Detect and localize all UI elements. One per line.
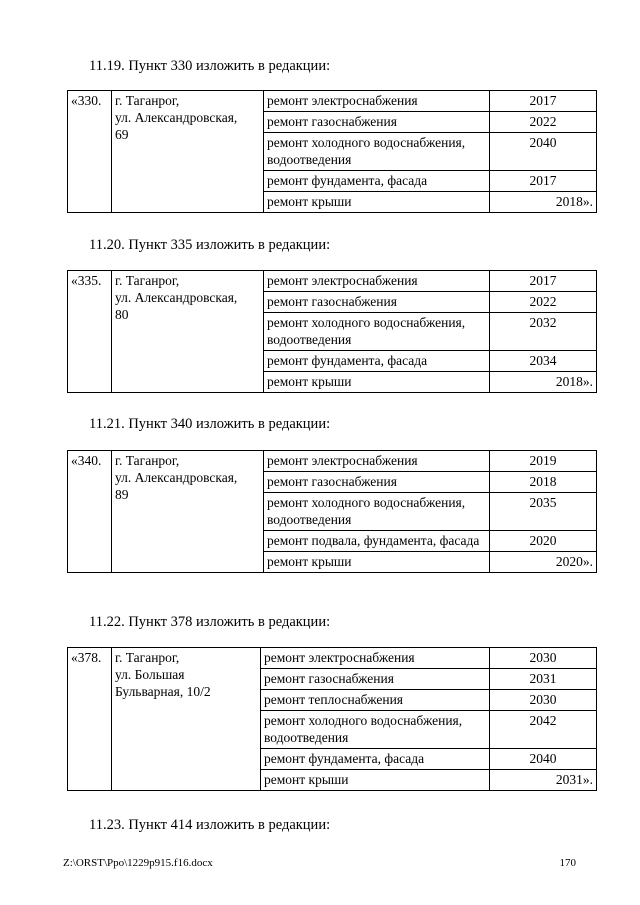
year-cell: 2018».: [490, 192, 597, 213]
address-line: 89: [115, 487, 129, 502]
work-cell: ремонт электроснабжения: [264, 91, 490, 112]
work-cell: ремонт крыши: [264, 192, 490, 213]
address-line: 69: [115, 127, 129, 142]
address-line: Бульварная, 10/2: [115, 684, 211, 699]
year-cell: 2040: [490, 749, 597, 770]
year-cell: 2032: [490, 313, 597, 351]
year-cell: 2031».: [490, 770, 597, 791]
address-line: ул. Александровская,: [115, 110, 238, 125]
work-cell: ремонт холодного водоснабжения, водоотведения: [264, 133, 490, 171]
section-heading: 11.20. Пункт 335 изложить в редакции:: [89, 237, 331, 253]
work-cell: ремонт холодного водоснабжения, водоотведения: [264, 493, 490, 531]
year-cell: 2018».: [490, 372, 597, 393]
work-cell: ремонт фундамента, фасада: [264, 351, 490, 372]
address-cell: [112, 91, 264, 213]
work-cell: ремонт крыши: [264, 372, 490, 393]
section-heading: 11.22. Пункт 378 изложить в редакции:: [89, 614, 331, 630]
work-cell: ремонт газоснабжения: [264, 472, 490, 493]
work-cell: ремонт холодного водоснабжения, водоотведения: [261, 711, 490, 749]
address-line: ул. Александровская,: [115, 290, 238, 305]
work-cell: ремонт электроснабжения: [264, 451, 490, 472]
work-cell: ремонт электроснабжения: [264, 271, 490, 292]
work-cell: ремонт газоснабжения: [264, 112, 490, 133]
year-cell: 2017: [490, 91, 597, 112]
year-cell: 2020: [490, 531, 597, 552]
address-line: г. Таганрог,: [115, 93, 180, 108]
address-line: ул. Александровская,: [115, 470, 238, 485]
year-cell: 2017: [490, 171, 597, 192]
year-cell: 2040: [490, 133, 597, 171]
page-number: 170: [559, 857, 576, 869]
section-table: [67, 270, 597, 393]
year-cell: 2031: [490, 669, 597, 690]
address-line: г. Таганрог,: [115, 650, 180, 665]
address-line: ул. Большая: [115, 667, 185, 682]
address-line: г. Таганрог,: [115, 273, 180, 288]
work-cell: ремонт газоснабжения: [261, 669, 490, 690]
section-table: [67, 647, 597, 791]
item-number: «340.: [68, 451, 112, 573]
year-cell: 2017: [490, 271, 597, 292]
work-cell: ремонт фундамента, фасада: [264, 171, 490, 192]
work-cell: ремонт крыши: [261, 770, 490, 791]
address-cell: [112, 648, 261, 791]
work-cell: ремонт электроснабжения: [261, 648, 490, 669]
section-table: [67, 90, 597, 213]
year-cell: 2022: [490, 112, 597, 133]
section-heading: 11.21. Пункт 340 изложить в редакции:: [89, 416, 331, 432]
item-number: «330.: [68, 91, 112, 213]
work-cell: ремонт теплоснабжения: [261, 690, 490, 711]
year-cell: 2019: [490, 451, 597, 472]
work-cell: ремонт крыши: [264, 552, 490, 573]
item-number: «378.: [68, 648, 112, 791]
section-table: [67, 450, 597, 573]
work-cell: ремонт подвала, фундамента, фасада: [264, 531, 490, 552]
section-heading: 11.19. Пункт 330 изложить в редакции:: [89, 58, 331, 74]
address-line: г. Таганрог,: [115, 453, 180, 468]
year-cell: 2030: [490, 648, 597, 669]
work-cell: ремонт газоснабжения: [264, 292, 490, 313]
year-cell: 2034: [490, 351, 597, 372]
address-cell: [112, 451, 264, 573]
section-heading: 11.23. Пункт 414 изложить в редакции:: [89, 817, 331, 833]
year-cell: 2030: [490, 690, 597, 711]
work-cell: ремонт холодного водоснабжения, водоотведения: [264, 313, 490, 351]
footer-file-path: Z:\ORST\Ppo\1229p915.f16.docx: [63, 857, 213, 869]
address-line: 80: [115, 307, 129, 322]
address-cell: [112, 271, 264, 393]
year-cell: 2042: [490, 711, 597, 749]
year-cell: 2020».: [490, 552, 597, 573]
year-cell: 2018: [490, 472, 597, 493]
item-number: «335.: [68, 271, 112, 393]
year-cell: 2022: [490, 292, 597, 313]
work-cell: ремонт фундамента, фасада: [261, 749, 490, 770]
year-cell: 2035: [490, 493, 597, 531]
